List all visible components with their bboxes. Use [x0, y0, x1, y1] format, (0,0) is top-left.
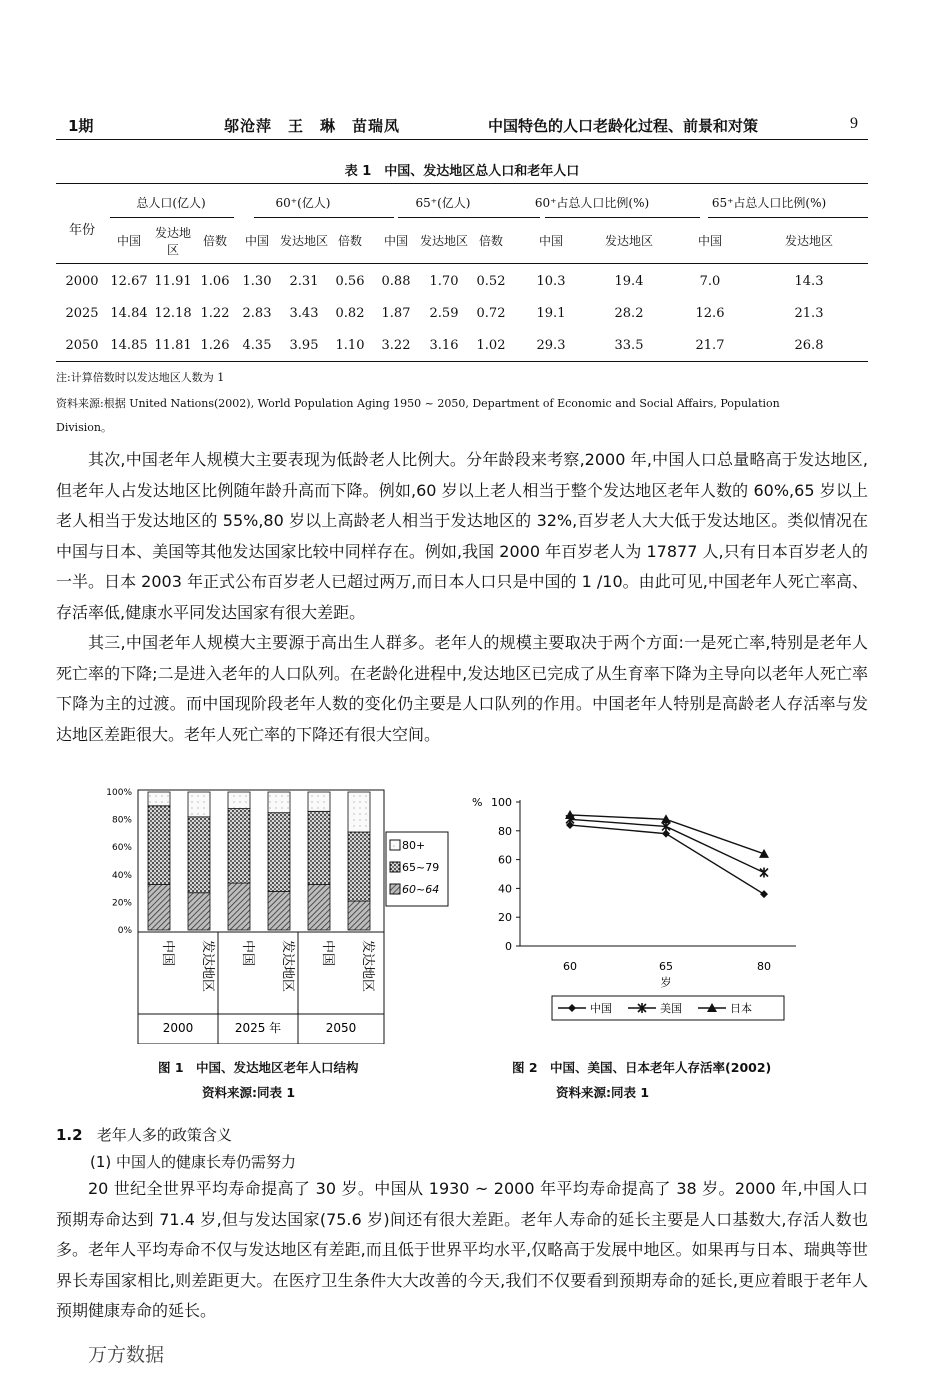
watermark: 万方数据: [88, 1344, 165, 1366]
section-number: 1.2: [56, 1126, 83, 1144]
section-title: 老年人多的政策含义: [96, 1126, 232, 1144]
bar-segment: [188, 893, 210, 930]
y-tick-label: 20%: [111, 898, 132, 909]
table-cell: 19.1: [536, 305, 566, 321]
running-header: [68, 113, 858, 137]
column-header: 倍数: [202, 234, 227, 249]
bar-segment: [228, 809, 250, 884]
table-cell: 0.72: [476, 305, 506, 321]
table-cell: 1.26: [200, 337, 230, 353]
bar-segment: [348, 832, 370, 901]
category-label: 发达地区: [280, 940, 295, 993]
legend-label: 65~79: [402, 861, 440, 874]
figure-1-stacked-bar-chart: [100, 782, 460, 1044]
bar-segment: [228, 883, 250, 930]
y-tick-label: 80: [498, 824, 512, 838]
data-point-diamond: [760, 890, 768, 898]
bar-segment: [268, 891, 290, 930]
bar-segment: [228, 792, 250, 809]
y-tick-label: 60%: [111, 843, 132, 854]
table-row: [56, 265, 868, 297]
header-title: 中国特色的人口老龄化过程、前景和对策: [488, 117, 759, 135]
y-tick-label: 60: [498, 853, 512, 867]
table-cell: 14.84: [110, 305, 148, 321]
bar-segment: [308, 811, 330, 884]
table-cell: 2.59: [429, 305, 459, 321]
table-cell: 3.16: [429, 337, 459, 353]
table-row: [56, 329, 868, 361]
figure-1-source: 资料来源:同表 1: [202, 1085, 296, 1100]
table-cell: 12.6: [695, 305, 725, 321]
y-tick-label: 80%: [111, 815, 132, 826]
bar-segment: [268, 813, 290, 892]
table-cell: 14.85: [110, 337, 148, 353]
table-top-rule: [56, 183, 868, 184]
year-group-label: 2025 年: [234, 1021, 282, 1035]
table-cell: 0.52: [476, 273, 506, 289]
bar-segment: [148, 884, 170, 930]
table-cell: 29.3: [536, 337, 566, 353]
column-header: 发达地区: [784, 234, 833, 249]
column-header: 中国: [697, 234, 722, 249]
table-cell: 1.02: [476, 337, 506, 353]
paragraph: 其三,中国老年人规模大主要源于高出生人群多。老年人的规模主要取决于两个方面:一是死亡率,特别是老年人死亡率的下降;二是进入老年的人口队列。在老龄化进程中,发达地区已完成了从生育率下降为主导向以老年人死亡率下降为主的过渡。而中国现阶段老年人数的变化仍主要是人口队列的作用。中国老年人特别是高龄老人存活率与发达地区差距很大。老年人死亡率的下降还有很大空间。: [56, 633, 868, 744]
line-legend: [552, 996, 784, 1020]
table-cell: 19.4: [614, 273, 644, 289]
column-header: 倍数: [478, 234, 503, 249]
table-cell: 10.3: [536, 273, 566, 289]
column-header: 中国: [244, 234, 269, 249]
legend-label: 80+: [402, 839, 426, 852]
table-cell: 4.35: [242, 337, 272, 353]
data-table: [56, 186, 868, 361]
bar-segment: [148, 792, 170, 806]
bar-segment: [348, 792, 370, 832]
table-cell: 12.67: [110, 273, 148, 289]
data-point-star: [760, 868, 768, 878]
table-cell: 11.91: [154, 273, 192, 289]
y-tick-label: 0%: [117, 926, 132, 936]
y-tick-label: 100: [491, 796, 512, 809]
group-header: 65⁺占总人口比例(%): [711, 196, 827, 210]
column-header: 中国: [538, 234, 563, 249]
bar-segment: [308, 792, 330, 811]
legend-label: 60~64: [402, 883, 440, 896]
paragraph: 20 世纪全世界平均寿命提高了 30 岁。中国从 1930 ~ 2000 年平均寿命提高了 38 岁。2000 年,中国人口预期寿命达到 71.4 岁,但与发达国家(75.6 岁)间还有很大差距。老年人寿命的延长主要是人口基数大,存活人数也多。老年人平均寿命不仅与发达地区有差距,而且低于世界平均水平,仅略高于发展中地区。如果再与日本、瑞典等世界长寿国家相比,则差距更大。在医疗卫生条件大大改善的今天,我们不仅要看到预期寿命的延长,更应着眼于老年人预期健康寿命的延长。: [56, 1179, 868, 1320]
legend-label: 中国: [590, 1002, 612, 1015]
category-label: 中国: [320, 940, 335, 967]
table-cell: 0.82: [335, 305, 365, 321]
column-header: 发达地区: [154, 225, 191, 257]
group-header: 总人口(亿人): [136, 196, 206, 210]
group-header: 60⁺(亿人): [275, 196, 331, 210]
table-cell: 1.10: [335, 337, 365, 353]
table-cell: 26.8: [794, 337, 824, 353]
y-tick-label: 40%: [111, 870, 132, 881]
table-bottom-rule: [56, 361, 868, 362]
section-body: [56, 1174, 868, 1327]
body-text: [56, 445, 868, 750]
table-cell: 2025: [65, 305, 99, 321]
group-header: 65⁺(亿人): [415, 196, 471, 210]
table-cell: 14.3: [794, 273, 824, 289]
x-tick-label: 80: [757, 960, 771, 973]
table-cell: 12.18: [154, 305, 192, 321]
table-cell: 3.43: [289, 305, 319, 321]
table-note: 注:计算倍数时以发达地区人数为 1: [56, 371, 225, 384]
table-caption: 表 1 中国、发达地区总人口和老年人口: [344, 164, 580, 179]
y-axis-unit: %: [472, 796, 483, 809]
table-cell: 0.88: [381, 273, 411, 289]
bar-segment: [188, 792, 210, 817]
bar-segment: [148, 806, 170, 885]
table-cell: 7.0: [699, 273, 721, 289]
table-cell: 33.5: [614, 337, 644, 353]
figure-2-source: 资料来源:同表 1: [556, 1085, 650, 1100]
table-cell: 2050: [65, 337, 99, 353]
table-source: 资料来源:根据 United Nations(2002), World Population Aging 1950 ~ 2050, Department of Economic and Social Affairs, Population: [56, 397, 780, 410]
legend-label: 日本: [730, 1002, 752, 1015]
bar-segment: [188, 817, 210, 893]
bar-segment: [348, 901, 370, 930]
figure-2-caption: 图 2 中国、美国、日本老年人存活率(2002): [512, 1060, 772, 1075]
year-group-label: 2000: [162, 1021, 194, 1035]
table-cell: 21.7: [695, 337, 725, 353]
bar-segment: [308, 884, 330, 930]
y-tick-label: 40: [498, 882, 512, 896]
table-cell: 2.83: [242, 305, 272, 321]
table-cell: 21.3: [794, 305, 824, 321]
header-authors: 邬沧萍 王 琳 苗瑞凤: [224, 117, 401, 135]
legend-swatch-65-79: [390, 862, 400, 872]
journal-issue: 1期: [68, 117, 94, 135]
column-header: 倍数: [337, 234, 362, 249]
column-header: 发达地区: [280, 234, 329, 249]
year-header: 年份: [68, 223, 95, 238]
table-cell: 1.87: [381, 305, 411, 321]
paragraph: 其次,中国老年人规模大主要表现为低龄老人比例大。分年龄段来考察,2000 年,中国人口总量略高于发达地区,但老年人占发达地区比例随年龄升高而下降。例如,60 岁以上老人相当于整个发达地区老年人数的 60%,65 岁以上老人相当于发达地区的 55%,80 岁以上高龄老人相当于发达地区的 32%,百岁老人大大低于发达地区。类似情况在中国与日本、美国等其他发达国家比较中同样存在。例如,我国 2000 年百岁老人为 17877 人,只有日本百岁老人的一半。日本 2003 年正式公布百岁老人已超过两万,而日本人口只是中国的 1 /10。由此可见,中国老年人死亡率高、存活率低,健康水平同发达国家有很大差距。: [56, 450, 868, 622]
category-label: 中国: [160, 940, 175, 967]
table-cell: 2000: [65, 273, 99, 289]
subsection-heading: (1) 中国人的健康长寿仍需努力: [90, 1153, 297, 1171]
legend-label: 美国: [660, 1002, 682, 1015]
table-row: [56, 297, 868, 329]
category-label: 发达地区: [360, 940, 375, 993]
x-tick-label: 65: [659, 960, 673, 973]
year-group-label: 2050: [325, 1021, 357, 1035]
table-cell: 2.31: [289, 273, 319, 289]
table-cell: 11.81: [154, 337, 192, 353]
legend-swatch-80plus: [390, 840, 400, 850]
page-number: 9: [850, 115, 858, 132]
legend-swatch-60-64: [390, 884, 400, 894]
figure-2-line-chart: [466, 790, 816, 1030]
y-tick-label: 0: [505, 940, 512, 953]
y-tick-label: 100%: [106, 788, 132, 798]
column-header: 发达地区: [420, 234, 469, 249]
category-label: 发达地区: [200, 940, 215, 993]
table-cell: 3.95: [289, 337, 319, 353]
bar-segment: [268, 792, 290, 813]
x-axis-label: 岁: [660, 976, 672, 989]
header-rule: [56, 139, 868, 140]
table-source-cont: Division。: [56, 421, 112, 434]
section-heading: [56, 1124, 232, 1145]
table-cell: 1.70: [429, 273, 459, 289]
y-tick-label: 20: [498, 911, 512, 925]
figure-1-caption: 图 1 中国、发达地区老年人口结构: [158, 1060, 359, 1075]
table-cell: 3.22: [381, 337, 411, 353]
x-tick-label: 60: [563, 960, 577, 973]
table-cell: 0.56: [335, 273, 365, 289]
table-cell: 28.2: [614, 305, 644, 321]
column-header: 发达地区: [604, 234, 653, 249]
group-header: 60⁺占总人口比例(%): [534, 196, 650, 210]
table-cell: 1.22: [200, 305, 230, 321]
category-label: 中国: [240, 940, 255, 967]
table-cell: 1.06: [200, 273, 230, 289]
table-cell: 1.30: [242, 273, 272, 289]
column-header: 中国: [116, 234, 141, 249]
column-header: 中国: [383, 234, 408, 249]
